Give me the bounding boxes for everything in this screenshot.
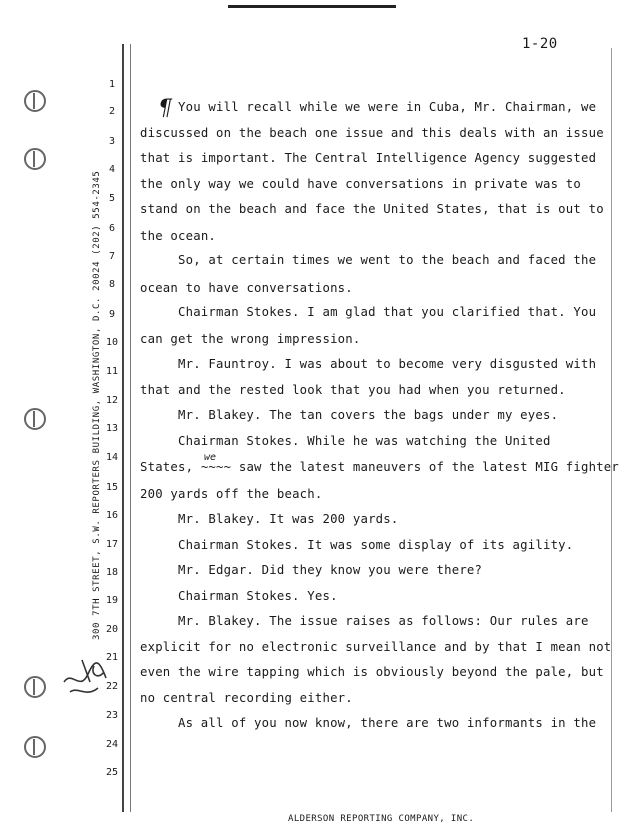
transcript-line: explicit for no electronic surveillance and by that I mean not [140,640,612,654]
line-number: 9 [108,309,116,320]
line-number: 19 [105,595,119,606]
transcript-line: Chairman Stokes. It was some display of its agility. [178,538,574,552]
transcript-line: Mr. Edgar. Did they know you were there? [178,563,483,577]
line-number: 18 [105,567,119,578]
binder-hole-icon [24,408,46,430]
transcript-line: Mr. Blakey. The issue raises as follows: Our rules are [178,614,589,628]
transcript-line: the only way we could have conversations in private was to [140,177,581,191]
transcript-line: even the wire tapping which is obviously beyond the pale, but [140,665,604,679]
transcript-line: States, ~~~~ saw the latest maneuvers of the latest MIG fighter [140,460,620,474]
line-number: 16 [105,510,119,521]
handwritten-insert: we [204,452,217,463]
transcript-line: that and the rested look that you had when you returned. [140,383,566,397]
transcript-line: Chairman Stokes. While he was watching the United [178,434,551,448]
binder-hole-icon [24,148,46,170]
transcript-line: As all of you now know, there are two informants in the [178,716,597,730]
line-number: 15 [105,482,119,493]
transcript-line: no central recording either. [140,691,353,705]
line-number: 4 [108,164,116,175]
line-number: 17 [105,539,119,550]
line-number: 5 [108,193,116,204]
transcript-line: stand on the beach and face the United States, that is out to [140,202,604,216]
transcript-line: Mr. Fauntroy. I was about to become very disgusted with [178,357,597,371]
page-number: 1-20 [522,36,558,52]
line-number: 13 [105,423,119,434]
left-margin-rule [122,44,124,812]
line-number: 23 [105,710,119,721]
transcript-line: can get the wrong impression. [140,332,361,346]
transcript-line: Chairman Stokes. I am glad that you clarified that. You [178,305,597,319]
top-rule [228,5,396,8]
line-number: 3 [108,136,116,147]
line-number: 7 [108,251,116,262]
transcript-line: discussed on the beach one issue and this deals with an issue [140,126,604,140]
right-margin-rule [611,48,612,812]
binder-hole-icon [24,736,46,758]
transcript-line: Mr. Blakey. The tan covers the bags under my eyes. [178,408,559,422]
left-margin-rule-inner [130,44,131,812]
line-number: 10 [105,337,119,348]
line-number: 20 [105,624,119,635]
transcript-line: So, at certain times we went to the beach and faced the [178,253,597,267]
transcript-line: Chairman Stokes. Yes. [178,589,338,603]
transcript-line: 200 yards off the beach. [140,487,323,501]
line-number: 11 [105,366,119,377]
transcript-line: that is important. The Central Intelligence Agency suggested [140,151,597,165]
line-number: 2 [108,106,116,117]
transcript-line: Mr. Blakey. It was 200 yards. [178,512,399,526]
line-number: 1 [108,79,116,90]
line-number: 21 [105,652,119,663]
footer-reporting-company: ALDERSON REPORTING COMPANY, INC. [288,814,475,824]
line-number: 22 [105,681,119,692]
line-number: 14 [105,452,119,463]
line-number: 8 [108,279,116,290]
transcript-line: You will recall while we were in Cuba, Mr. Chairman, we [178,100,597,114]
line-number: 25 [105,767,119,778]
binder-hole-icon [24,676,46,698]
binder-hole-icon [24,90,46,112]
transcript-line: ocean to have conversations. [140,281,353,295]
reporter-address: 300 7TH STREET, S.W. REPORTERS BUILDING, WASHINGTON, D.C. 20024 (202) 554-2345 [92,170,102,640]
line-number: 24 [105,739,119,750]
line-number: 6 [108,223,116,234]
line-number: 12 [105,395,119,406]
paragraph-mark: ¶ [158,96,172,121]
transcript-line: the ocean. [140,229,217,243]
